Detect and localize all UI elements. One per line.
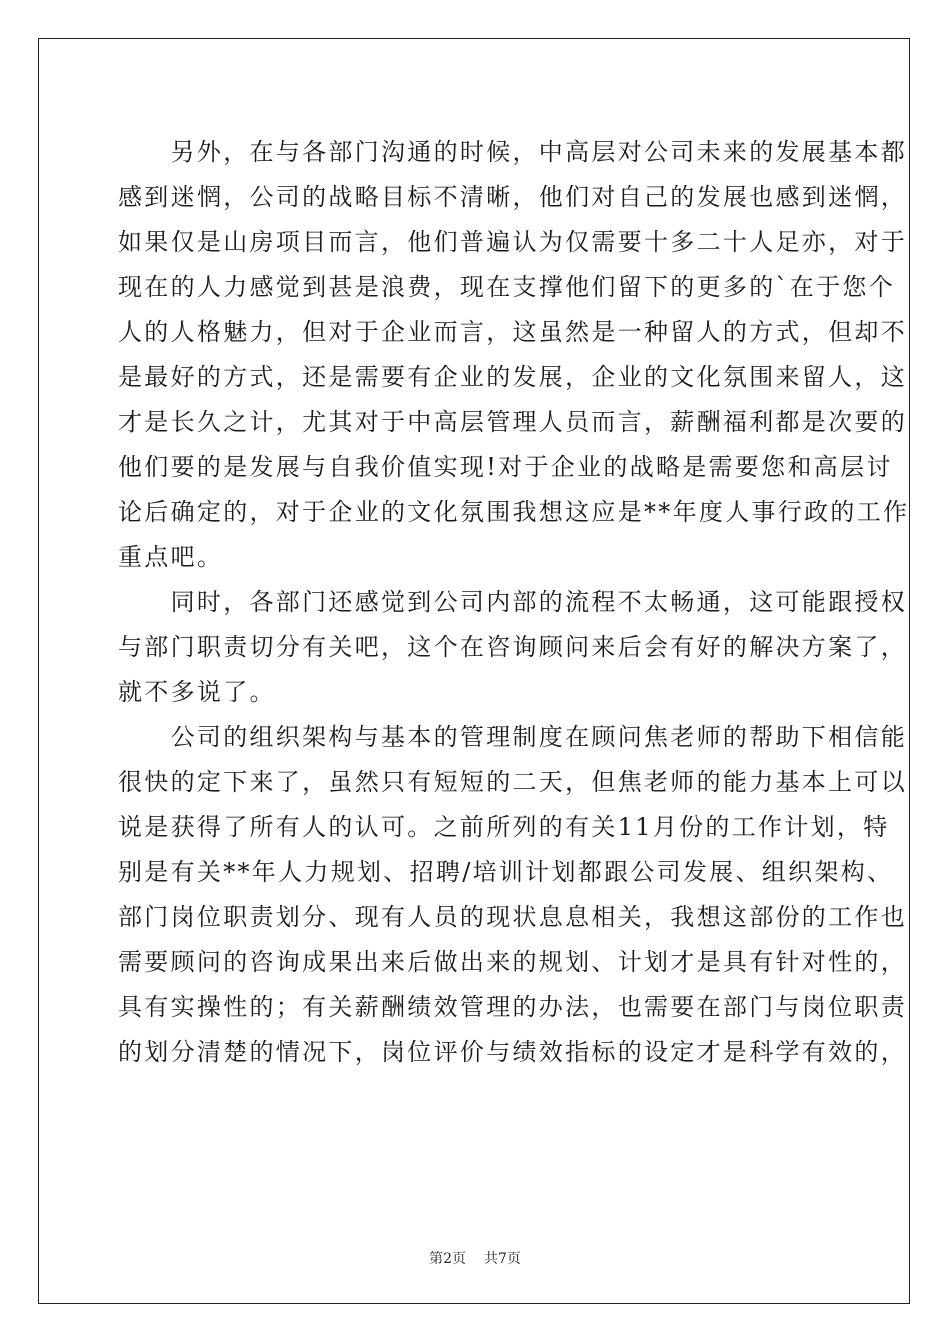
page-number: 第2页 — [429, 1251, 466, 1267]
text-line: 论后确定的，对于企业的文化氛围我想这应是**年度人事行政的工作 — [118, 498, 910, 526]
text-line: 别是有关**年人力规划、招聘/培训计划都跟公司发展、组织架构、 — [118, 858, 894, 886]
text-line: 的划分清楚的情况下，岗位评价与绩效指标的设定才是科学有效的， — [118, 1038, 907, 1066]
text-line: 他们要的是发展与自我价值实现!对于企业的战略是需要您和高层讨 — [118, 453, 893, 481]
page-total: 共7页 — [484, 1251, 521, 1267]
text-line: 同时，各部门还感觉到公司内部的流程不太畅通，这可能跟授权 — [118, 588, 907, 616]
text-line: 人的人格魅力，但对于企业而言，这虽然是一种留人的方式，但却不 — [118, 318, 907, 346]
text-line: 公司的组织架构与基本的管理制度在顾问焦老师的帮助下相信能 — [118, 723, 907, 751]
text-line: 需要顾问的咨询成果出来后做出来的规划、计划才是具有针对性的， — [118, 948, 907, 976]
text-line: 另外，在与各部门沟通的时候，中高层对公司未来的发展基本都 — [118, 138, 907, 166]
text-line: 说是获得了所有人的认可。之前所列的有关11月份的工作计划，特 — [118, 813, 890, 841]
text-line: 是最好的方式，还是需要有企业的发展，企业的文化氛围来留人，这 — [118, 363, 907, 391]
text-line: 重点吧。 — [118, 543, 224, 571]
text-line: 就不多说了。 — [118, 678, 276, 706]
text-line: 具有实操性的；有关薪酬绩效管理的办法，也需要在部门与岗位职责 — [118, 993, 907, 1021]
text-line: 才是长久之计，尤其对于中高层管理人员而言，薪酬福利都是次要的 — [118, 408, 907, 436]
text-line: 感到迷惘，公司的战略目标不清晰，他们对自己的发展也感到迷惘， — [118, 183, 907, 211]
text-line: 部门岗位职责划分、现有人员的现状息息相关，我想这部份的工作也 — [118, 903, 907, 931]
text-line: 现在的人力感觉到甚是浪费，现在支撑他们留下的更多的`在于您个 — [118, 273, 895, 301]
text-line: 如果仅是山房项目而言，他们普遍认为仅需要十多二十人足亦，对于 — [118, 228, 907, 256]
text-line: 很快的定下来了，虽然只有短短的二天，但焦老师的能力基本上可以 — [118, 768, 907, 796]
text-line: 与部门职责切分有关吧，这个在咨询顾问来后会有好的解决方案了， — [118, 633, 907, 661]
page-footer — [0, 1248, 950, 1268]
